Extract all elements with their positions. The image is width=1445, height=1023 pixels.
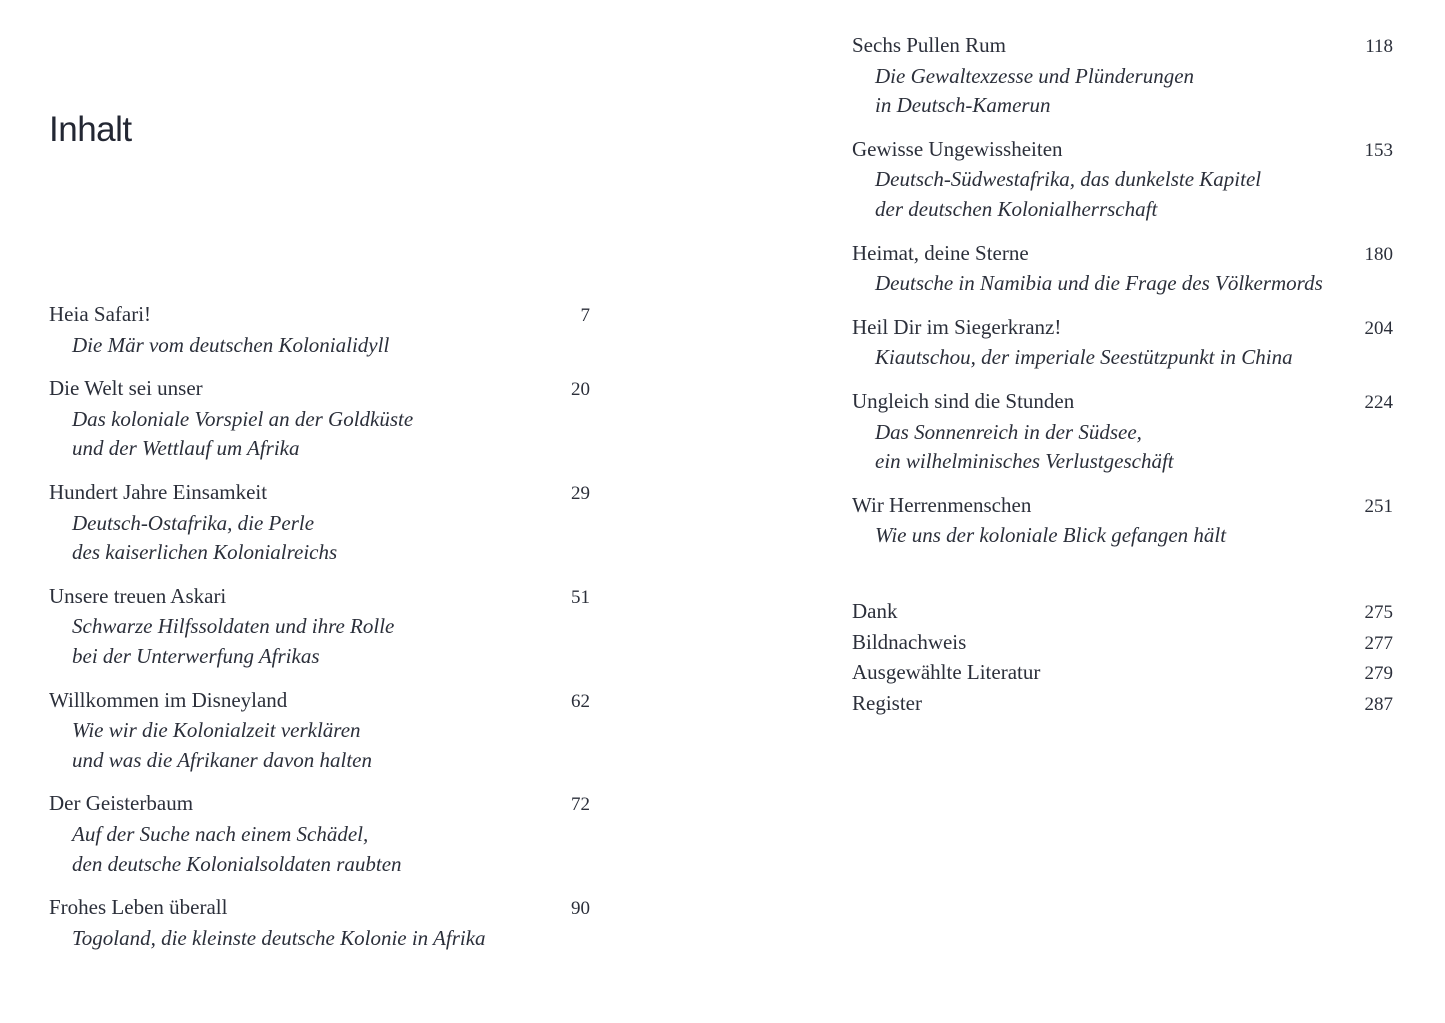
toc-entry-subtitle: den deutsche Kolonialsoldaten raubten	[72, 851, 402, 876]
toc-entry-subtitle: Auf der Suche nach einem Schädel,	[72, 821, 369, 846]
toc-entry-page: 153	[1364, 139, 1393, 161]
toc-entry-subtitle: Togoland, die kleinste deutsche Kolonie in Afrika	[72, 925, 486, 950]
toc-entry[interactable]	[49, 374, 590, 464]
toc-entry[interactable]	[49, 686, 590, 776]
toc-entry-subtitle: und was die Afrikaner davon halten	[72, 747, 372, 772]
toc-entry-title: Unsere treuen Askari	[49, 583, 227, 608]
toc-entry-subtitle: Die Mär vom deutschen Kolonialidyll	[72, 332, 390, 357]
toc-entry[interactable]	[49, 478, 590, 568]
toc-entry-page: 20	[571, 379, 590, 401]
toc-entry-subtitle: Das Sonnenreich in der Südsee,	[875, 419, 1142, 444]
back-matter-page: 275	[1364, 601, 1393, 623]
toc-entry-subtitle: Deutsche in Namibia und die Frage des Völkermords	[875, 271, 1323, 296]
toc-entry-title: Hundert Jahre Einsamkeit	[49, 479, 268, 504]
toc-entry-title: Sechs Pullen Rum	[852, 33, 1007, 57]
toc-entry[interactable]	[852, 387, 1393, 477]
toc-entry-page: 118	[1365, 36, 1393, 57]
back-matter-list	[852, 597, 1393, 719]
toc-entry-title: Willkommen im Disneyland	[49, 687, 288, 712]
toc-entry[interactable]	[852, 239, 1393, 299]
toc-entry-page: 251	[1364, 495, 1393, 517]
toc-entry[interactable]	[49, 582, 590, 672]
toc-entry-title: Wir Herrenmenschen	[852, 492, 1032, 517]
toc-entry-subtitle: Wie wir die Kolonialzeit verklären	[72, 718, 361, 743]
toc-entry-subtitle: Wie uns der koloniale Blick gefangen hält	[875, 523, 1227, 548]
toc-entry-page: 224	[1364, 391, 1393, 413]
page-title: Inhalt	[49, 110, 132, 149]
toc-entry-title: Gewisse Ungewissheiten	[852, 136, 1063, 161]
toc-entry[interactable]	[49, 893, 590, 953]
back-matter-title: Register	[852, 690, 922, 715]
back-matter-title: Bildnachweis	[852, 629, 967, 654]
toc-entry-subtitle: des kaiserlichen Kolonialreichs	[72, 540, 338, 565]
toc-entry-subtitle: und der Wettlauf um Afrika	[72, 436, 300, 461]
toc-entry-page: 90	[571, 898, 590, 920]
toc-entry-subtitle: Deutsch-Südwestafrika, das dunkelste Kapitel	[875, 167, 1262, 192]
back-matter-title: Dank	[852, 598, 898, 623]
back-matter-item[interactable]	[852, 689, 1393, 720]
toc-right-column	[852, 31, 1393, 719]
back-matter-page: 279	[1364, 663, 1393, 685]
back-matter-page: 287	[1364, 693, 1393, 715]
toc-entry[interactable]	[852, 313, 1393, 373]
toc-entry-title: Heia Safari!	[49, 302, 152, 326]
back-matter-item[interactable]	[852, 597, 1393, 628]
toc-entry[interactable]	[852, 31, 1393, 121]
toc-entry-subtitle: bei der Unterwerfung Afrikas	[72, 643, 320, 668]
toc-entry-title: Heimat, deine Sterne	[852, 240, 1029, 265]
toc-entry-subtitle: Die Gewaltexzesse und Plünderungen	[875, 63, 1195, 88]
toc-left-column	[49, 300, 590, 967]
back-matter-title: Ausgewählte Literatur	[852, 660, 1041, 685]
back-matter-item[interactable]	[852, 658, 1393, 689]
toc-entry-title: Der Geisterbaum	[49, 791, 194, 816]
toc-entry-page: 62	[571, 690, 590, 712]
toc-entry[interactable]	[852, 491, 1393, 551]
toc-entry-page: 7	[580, 305, 590, 326]
toc-entry-subtitle: Kiautschou, der imperiale Seestützpunkt in China	[875, 345, 1293, 370]
toc-entry-page: 29	[571, 482, 590, 504]
toc-entry-subtitle: ein wilhelminisches Verlustgeschäft	[875, 449, 1174, 474]
toc-entry-title: Die Welt sei unser	[49, 376, 203, 401]
toc-entry-subtitle: Schwarze Hilfssoldaten und ihre Rolle	[72, 614, 395, 639]
toc-entry[interactable]	[49, 300, 590, 360]
toc-entry-title: Ungleich sind die Stunden	[852, 388, 1075, 413]
toc-entry-subtitle: der deutschen Kolonialherrschaft	[875, 196, 1158, 221]
toc-entry-title: Frohes Leben überall	[49, 895, 228, 920]
toc-entry-subtitle: Das koloniale Vorspiel an der Goldküste	[72, 406, 414, 431]
toc-entry-title: Heil Dir im Siegerkranz!	[852, 314, 1062, 339]
toc-entry[interactable]	[49, 789, 590, 879]
toc-entry-page: 72	[571, 794, 590, 816]
toc-entry[interactable]	[852, 135, 1393, 225]
back-matter-page: 277	[1364, 632, 1393, 654]
toc-entry-subtitle: in Deutsch-Kamerun	[875, 93, 1051, 118]
toc-entry-page: 204	[1364, 317, 1393, 339]
toc-entry-page: 180	[1364, 243, 1393, 265]
back-matter-item[interactable]	[852, 628, 1393, 659]
toc-entry-page: 51	[571, 586, 590, 608]
toc-entry-subtitle: Deutsch-Ostafrika, die Perle	[72, 510, 315, 535]
